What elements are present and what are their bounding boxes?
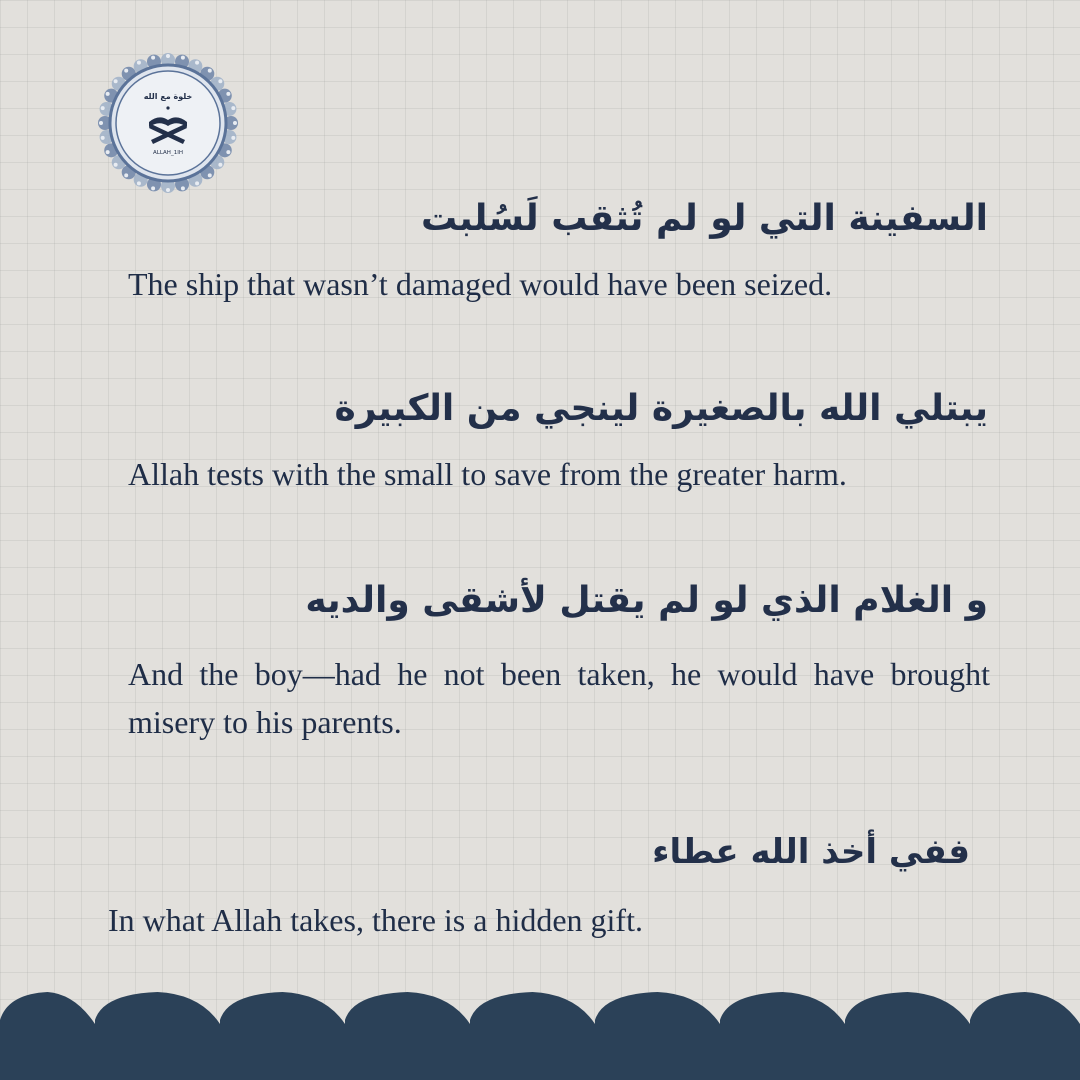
english-line-3: And the boy—had he not been taken, he would have brought misery to his parents. bbox=[128, 656, 990, 740]
english-line-2: Allah tests with the small to save from the greater harm. bbox=[128, 456, 847, 492]
logo-brand-text: خلوة مع الله bbox=[143, 92, 193, 101]
logo-badge bbox=[97, 52, 239, 194]
arabic-heading-1: السفينة التي لو لم تُثقب لَسُلبت bbox=[421, 198, 988, 239]
logo-handle-text: ALLAH_1IH bbox=[153, 150, 183, 156]
english-line-1: The ship that wasn’t damaged would have been seized. bbox=[128, 266, 833, 302]
arabic-heading-4: ففي أخذ الله عطاء bbox=[652, 832, 970, 872]
bottom-wave-border bbox=[0, 990, 1080, 1080]
english-line-4: In what Allah takes, there is a hidden gift. bbox=[108, 902, 643, 938]
arabic-heading-2: يبتلي الله بالصغيرة لينجي من الكبيرة bbox=[334, 388, 988, 429]
arabic-heading-3: و الغلام الذي لو لم يقتل لأشقى والديه bbox=[305, 580, 988, 621]
